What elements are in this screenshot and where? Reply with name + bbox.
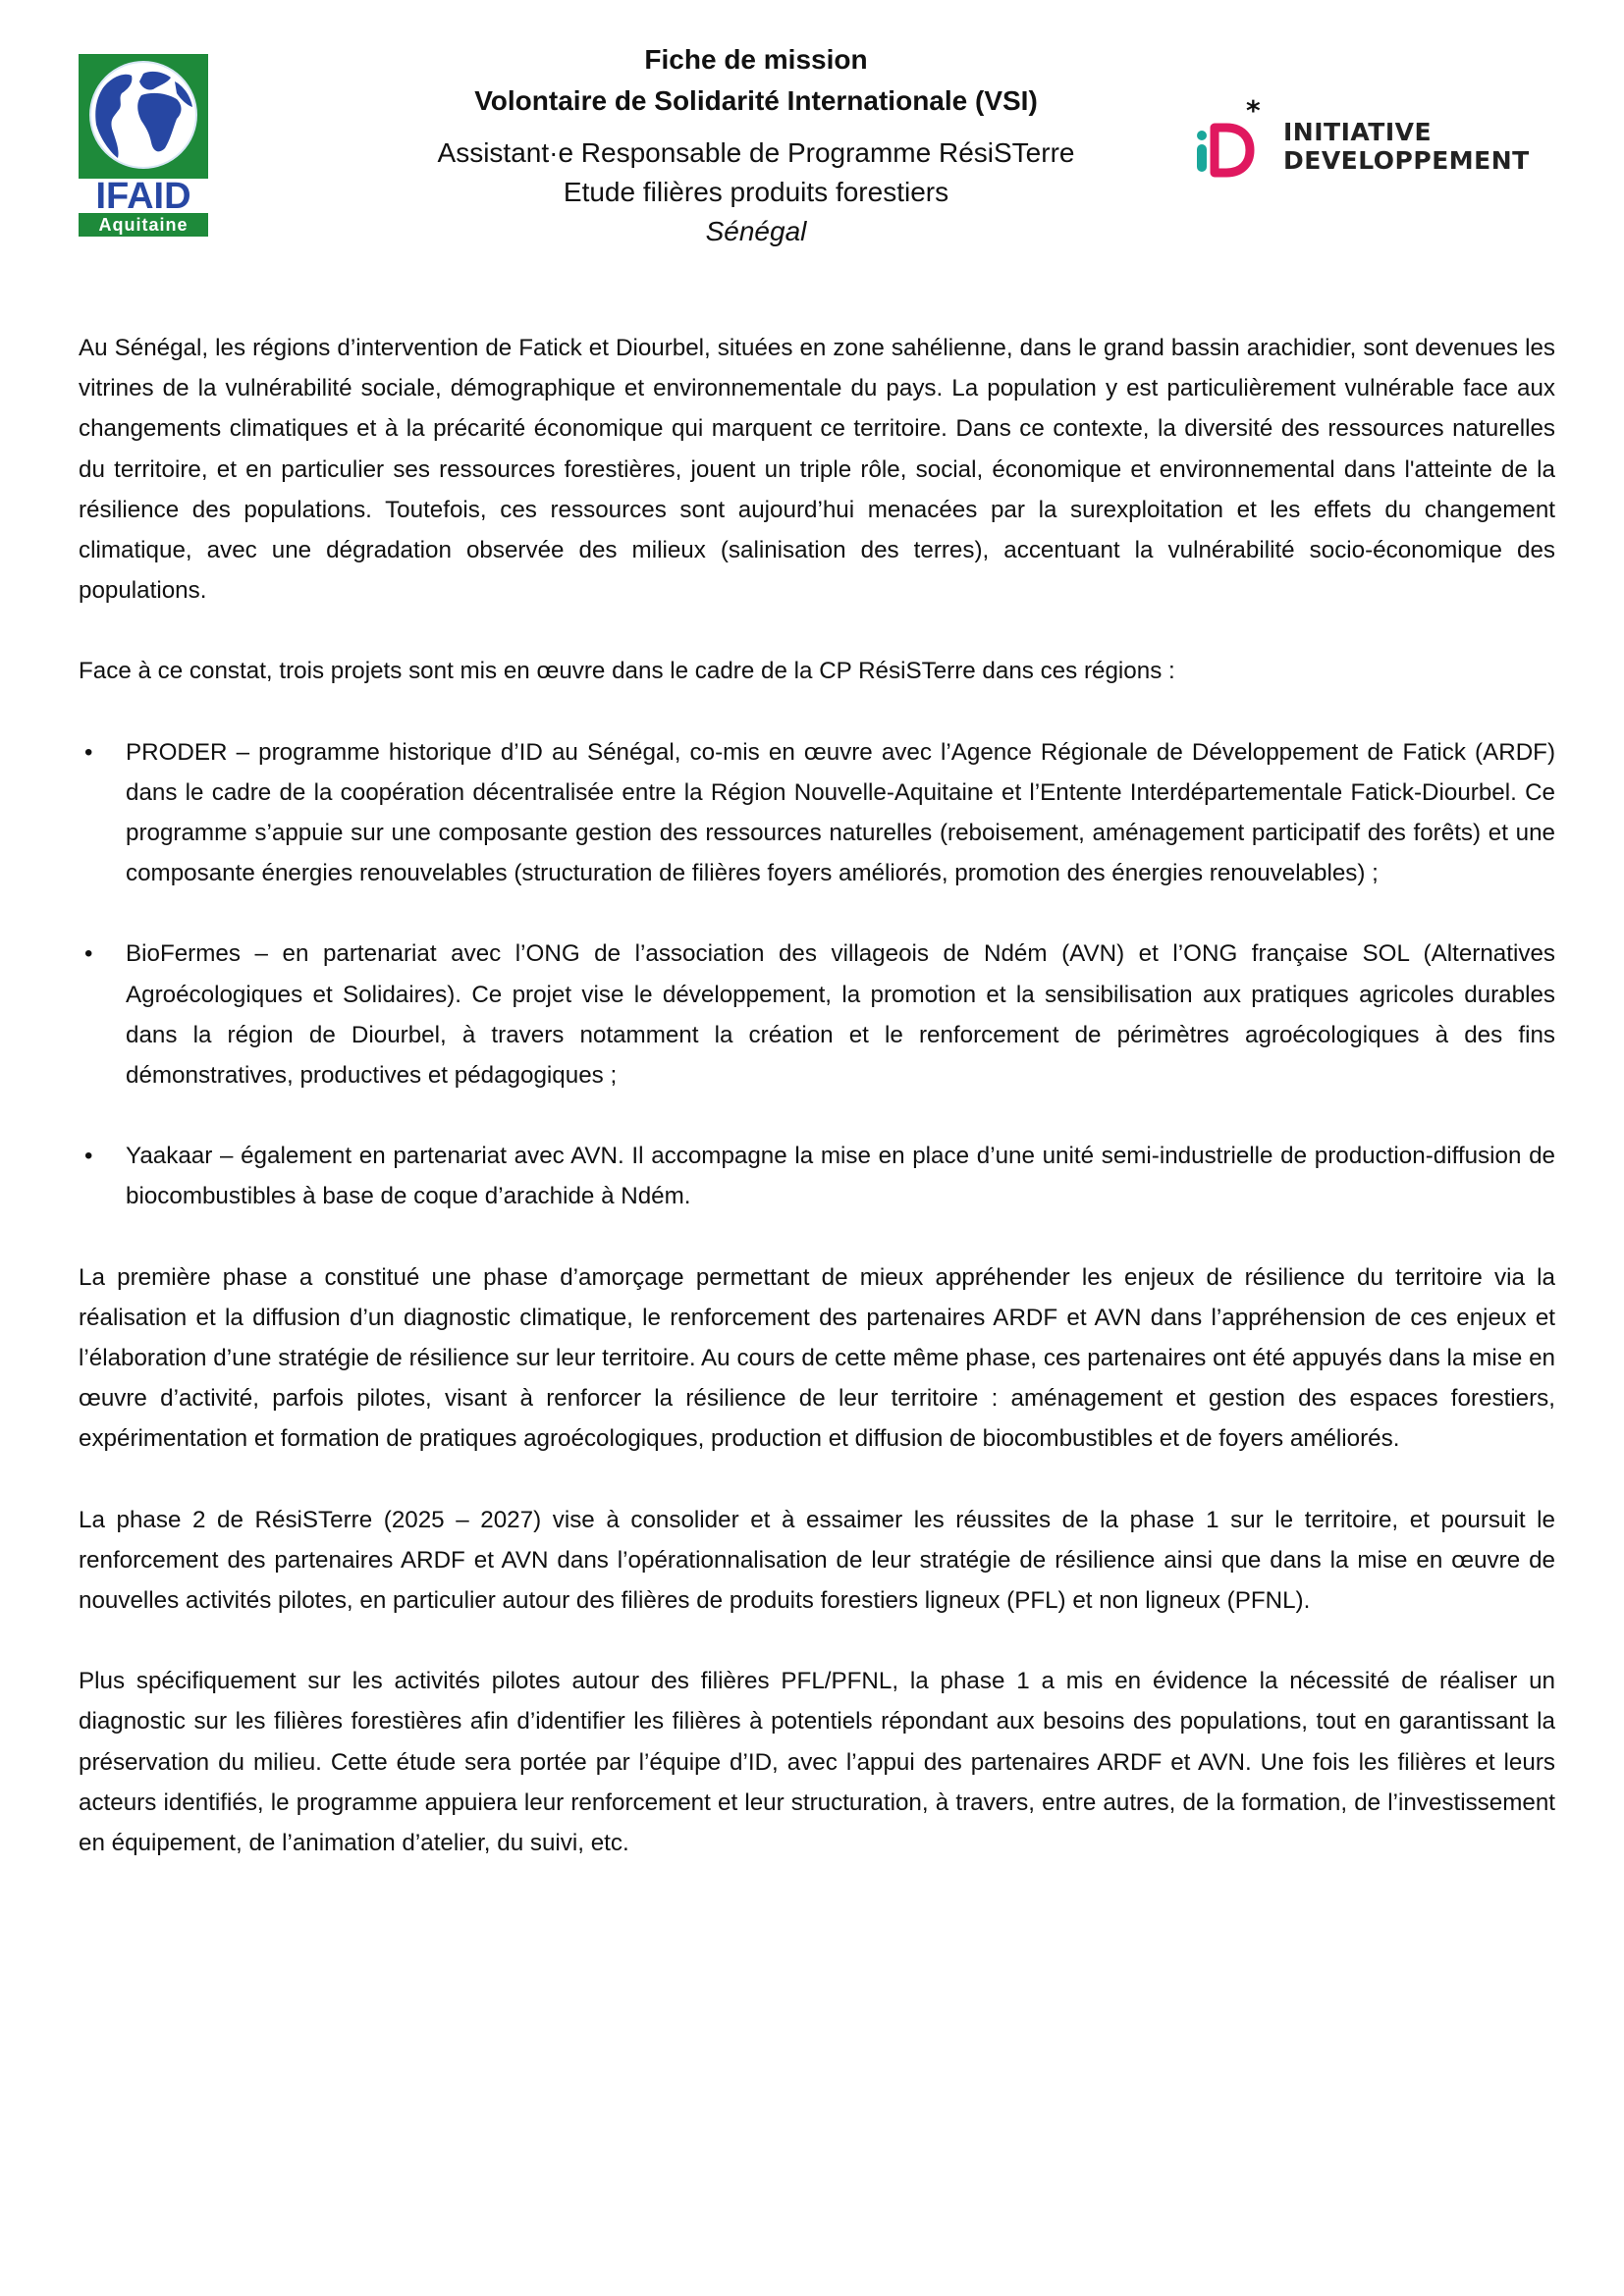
id-logo-line1: INITIATIVE <box>1283 118 1433 146</box>
svg-text:*: * <box>1246 98 1261 127</box>
pilot-activities-paragraph: Plus spécifiquement sur les activités pilotes autour des filières PFL/PFNL, la phase 1 a mis en évidence la nécessité de réaliser un diagnostic sur les filières forestières afin d’identifier les filières à potentiels répondant aux besoins des populations, tout en garantissant la préservation du milieu. Cette étude sera portée par l’équipe d’ID, avec l’appui des partenaires ARDF et AVN. Une fois les filières et leurs acteurs identifiés, le programme appuiera leur renforcement et leur structuration, à travers, entre autres, de la formation, de l’investissement en équipement, de l’animation d’atelier, du suivi, etc. <box>79 1668 1555 1857</box>
ifaid-name-band <box>79 175 208 217</box>
document-title: Fiche de mission <box>644 44 868 75</box>
projects-list <box>79 732 1555 1217</box>
list-item-yaakaar <box>79 1136 1555 1216</box>
phase1-paragraph: La première phase a constitué une phase d’amorçage permettant de mieux appréhender les enjeux de résilience du territoire via la réalisation et la diffusion d’un diagnostic climatique, le renforcement des partenaires ARDF et AVN dans l’appréhension de ces enjeux et l’élaboration d’une stratégie de résilience sur leur territoire. Au cours de cette même phase, ces partenaires ont été appuyés dans la mise en œuvre d’activité, parfois pilotes, visant à renforcer la résilience de leur territoire : aménagement et gestion des espaces forestiers, expérimentation et formation de pratiques agroécologiques, production et diffusion de biocombustibles et de foyers améliorés. <box>79 1263 1555 1453</box>
ifaid-name: IFAID <box>95 175 191 217</box>
intro-paragraph: Au Sénégal, les régions d’intervention de Fatick et Diourbel, situées en zone sahélienne, dans le grand bassin arachidier, sont devenues les vitrines de la vulnérabilité sociale, démographique et environnementale du pays. La population y est particulièrement vulnérable face aux changements climatiques et à la précarité économique qui marquent ce territoire. Dans ce contexte, la diversité des ressources naturelles du territoire, et en particulier ses ressources forestières, jouent un triple rôle, social, économique et environnemental dans l'atteinte de la résilience des populations. Toutefois, ces ressources sont aujourd’hui menacées par la surexploitation et les effets du changement climatique, avec une dégradation observée des milieux (salinisation des terres), accentuant la vulnérabilité socio-économique des populations. <box>79 335 1555 605</box>
list-item-text: BioFermes – en partenariat avec l’ONG de l’association des villageois de Ndém (AVN) et l’ONG française SOL (Alternatives Agroécologiques et Solidaires). Ce projet vise le développement, la promotion et la sensibilisation aux pratiques agricoles durables dans la région de Diourbel, à travers notamment la création et le renforcement de périmètres agroécologiques à des fins démonstratives, productives et pédagogiques ; <box>126 940 1555 1090</box>
id-logo-text <box>1283 118 1530 175</box>
bullet-icon: • <box>84 940 93 968</box>
list-item-proder <box>79 732 1555 894</box>
document-body <box>79 328 1555 1903</box>
list-item-biofermes <box>79 934 1555 1095</box>
bullet-icon: • <box>84 738 93 766</box>
initiative-developpement-logo <box>1193 98 1546 182</box>
phase2-paragraph: La phase 2 de RésiSTerre (2025 – 2027) vise à consolider et à essaimer les réussites de la phase 1 sur le territoire, et poursuit le renforcement des partenaires ARDF et AVN dans l’opérationnalisation de leur stratégie de résilience ainsi que dans la mise en œuvre de nouvelles activités pilotes, en particulier autour des filières de produits forestiers ligneux (PFL) et non ligneux (PFNL). <box>79 1506 1555 1615</box>
list-item-text: Yaakaar – également en partenariat avec AVN. Il accompagne la mise en place d’une unité semi-industrielle de production-diffusion de biocombustibles à base de coque d’arachide à Ndém. <box>126 1143 1555 1210</box>
id-logo-line2: DEVELOPPEMENT <box>1283 146 1530 175</box>
document-header <box>373 39 1139 251</box>
document-title-program: Volontaire de Solidarité Internationale (VSI) <box>474 85 1038 116</box>
country-label: Sénégal <box>705 216 807 246</box>
globe-icon <box>88 60 198 170</box>
position-title: Assistant·e Responsable de Programme RésiSTerre <box>437 137 1075 168</box>
id-logo-mark-icon <box>1193 98 1262 182</box>
mission-subject: Etude filières produits forestiers <box>563 177 949 207</box>
projects-intro-paragraph: Face à ce constat, trois projets sont mis en œuvre dans le cadre de la CP RésiSTerre dans ces régions : <box>79 658 1175 685</box>
bullet-icon: • <box>84 1143 93 1170</box>
list-item-text: PRODER – programme historique d’ID au Sénégal, co-mis en œuvre avec l’Agence Régionale de Développement de Fatick (ARDF) dans le cadre de la coopération décentralisée entre la Région Nouvelle-Aquitaine et l’Entente Interdépartementale Fatick-Diourbel. Ce programme s’appuie sur une composante gestion des ressources naturelles (reboisement, aménagement participatif des forêts) et une composante énergies renouvelables (structuration de filières foyers améliorés, promotion des énergies renouvelables) ; <box>126 738 1555 887</box>
ifaid-subtitle: Aquitaine <box>98 214 189 235</box>
ifaid-logo <box>79 54 208 237</box>
